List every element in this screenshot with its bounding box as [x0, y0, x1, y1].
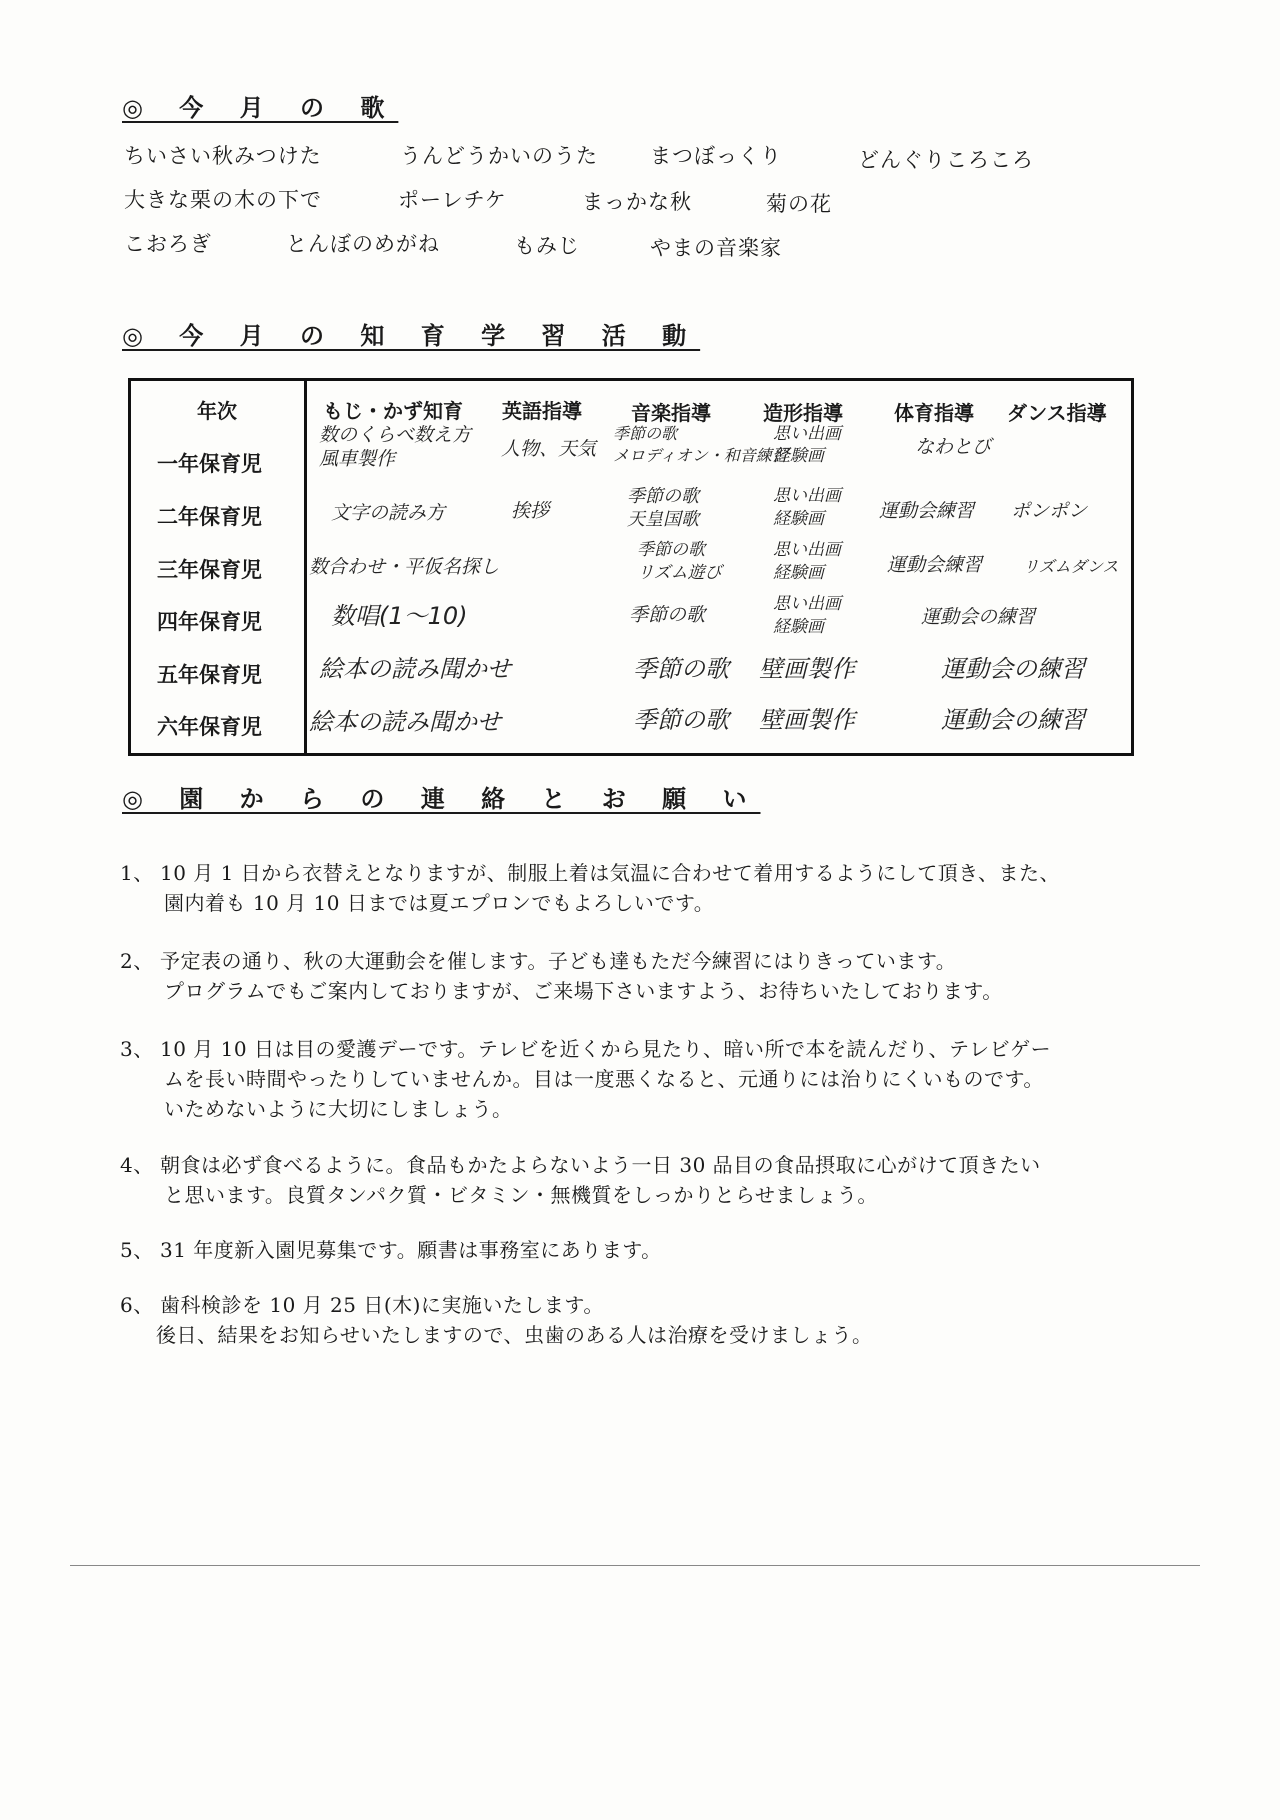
table-cell-zokei: 壁画製作	[759, 706, 855, 734]
song-item: 大きな栗の木の下で	[124, 188, 322, 212]
table-cell-music: 季節の歌 天皇国歌	[627, 486, 699, 530]
table-grade-label: 四年保育児	[157, 610, 262, 634]
table-header-english: 英語指導	[502, 399, 582, 423]
notice-text: 10 月 1 日から衣替えとなりますが、制服上着は気温に合わせて着用するようにして頂き、また、	[160, 861, 1060, 885]
table-cell-dance: ポンポン	[1011, 500, 1088, 522]
table-header-moji: もじ・かず知育	[323, 399, 463, 423]
notice-number: 5、	[120, 1238, 154, 1262]
table-header-taiiku: 体育指導	[894, 401, 974, 425]
notice-text: いためないように大切にしましょう。	[164, 1097, 513, 1121]
activity-table	[128, 378, 1134, 756]
table-cell-moji: 数合わせ・平仮名探し	[309, 556, 500, 578]
table-cell-moji: 絵本の読み聞かせ	[319, 655, 511, 683]
notice-number: 4、	[120, 1153, 154, 1177]
song-item: うんどうかいのうた	[400, 144, 598, 168]
notice-item	[120, 858, 1160, 918]
notice-text: 後日、結果をお知らせいたしますので、虫歯のある人は治療を受けましょう。	[156, 1323, 873, 1347]
notice-item	[120, 1034, 1160, 1124]
notice-text: ムを長い時間やったりしていませんか。目は一度悪くなると、元通りには治りにくいものです。	[164, 1067, 1044, 1091]
notice-text: 園内着も 10 月 10 日までは夏エプロンでもよろしいです。	[164, 891, 715, 915]
table-cell-dance: リズムダンス	[1023, 557, 1119, 576]
table-grade-label: 二年保育児	[157, 505, 262, 529]
notice-text: 10 月 10 日は目の愛護デーです。テレビを近くから見たり、暗い所で本を読んだり、テレビゲー	[160, 1037, 1052, 1061]
table-cell-english: 人物、天気	[501, 438, 597, 460]
table-cell-zokei: 壁画製作	[759, 655, 855, 683]
notice-text: と思います。良質タンパク質・ビタミン・無機質をしっかりとらせましょう。	[164, 1183, 878, 1207]
notice-text: 予定表の通り、秋の大運動会を催します。子ども達もただ今練習にはりきっています。	[160, 949, 957, 973]
notice-number: 3、	[120, 1037, 154, 1061]
table-grade-label: 六年保育児	[157, 715, 262, 739]
table-cell-music: 季節の歌	[633, 706, 729, 734]
song-item: ポーレチケ	[398, 188, 507, 212]
notice-text: 31 年度新入園児募集です。願書は事務室にあります。	[160, 1238, 662, 1262]
table-grade-label: 一年保育児	[157, 452, 262, 476]
table-cell-music: 季節の歌 メロディオン・和音練習	[613, 424, 788, 465]
notice-item	[120, 1150, 1160, 1210]
activities-section-title: ◎ 今 月 の 知 育 学 習 活 動	[122, 322, 701, 350]
table-column-divider	[304, 381, 307, 753]
table-cell-taiiku: 運動会練習	[879, 500, 975, 522]
notice-number: 6、	[120, 1293, 154, 1317]
table-cell-zokei: 思い出画 経験画	[773, 540, 841, 583]
table-header-music: 音楽指導	[631, 401, 711, 425]
notice-text: プログラムでもご案内しておりますが、ご来場下さいますよう、お待ちいたしております。	[164, 979, 1003, 1003]
table-cell-moji: 数唱(1〜10)	[331, 602, 468, 630]
notice-item	[120, 1235, 1160, 1265]
table-cell-zokei: 思い出画 経験画	[773, 424, 841, 466]
table-cell-music: 季節の歌 リズム遊び	[637, 540, 722, 583]
table-header-zokei: 造形指導	[763, 401, 843, 425]
notices-section-title: ◎ 園 か ら の 連 絡 と お 願 い	[122, 785, 761, 813]
song-item: どんぐりころころ	[858, 148, 1034, 172]
song-item: まっかな秋	[582, 190, 692, 214]
table-cell-zokei: 思い出画 経験画	[773, 486, 841, 529]
notice-number: 2、	[120, 949, 154, 973]
table-cell-zokei: 思い出画 経験画	[773, 594, 841, 637]
table-cell-taiiku: 運動会の練習	[941, 655, 1085, 683]
table-header-year: 年次	[197, 399, 237, 423]
table-grade-label: 五年保育児	[157, 663, 262, 687]
table-cell-taiiku: 運動会の練習	[941, 706, 1085, 734]
song-item: 菊の花	[766, 192, 832, 216]
song-item: まつぼっくり	[650, 144, 782, 168]
song-item: もみじ	[514, 234, 580, 258]
song-item: こおろぎ	[124, 232, 212, 256]
song-item: ちいさい秋みつけた	[124, 144, 322, 168]
song-item: やまの音楽家	[650, 236, 782, 260]
table-cell-music: 季節の歌	[633, 655, 729, 683]
table-grade-label: 三年保育児	[157, 558, 262, 582]
notice-number: 1、	[120, 861, 154, 885]
table-cell-moji: 絵本の読み聞かせ	[309, 708, 501, 736]
page-bottom-divider	[70, 1565, 1200, 1566]
notice-item	[120, 1290, 1160, 1350]
table-cell-taiiku: 運動会の練習	[921, 606, 1036, 628]
notice-item	[120, 946, 1160, 1006]
table-header-dance: ダンス指導	[1007, 401, 1107, 425]
song-item: とんぼのめがね	[286, 232, 440, 256]
table-cell-music: 季節の歌	[629, 604, 706, 626]
table-cell-taiiku: 運動会練習	[887, 554, 983, 576]
table-cell-moji: 文字の読み方	[331, 502, 446, 524]
songs-section-title: ◎ 今 月 の 歌	[122, 94, 399, 122]
table-cell-taiiku: なわとび	[915, 436, 992, 458]
notice-text: 朝食は必ず食べるように。食品もかたよらないよう一日 30 品目の食品摂取に心がけて頂きたい	[160, 1153, 1041, 1177]
table-cell-english: 挨拶	[511, 500, 550, 522]
notice-text: 歯科検診を 10 月 25 日(木)に実施いたします。	[160, 1293, 604, 1317]
table-cell-moji: 数のくらべ数え方 風車製作	[319, 424, 472, 470]
